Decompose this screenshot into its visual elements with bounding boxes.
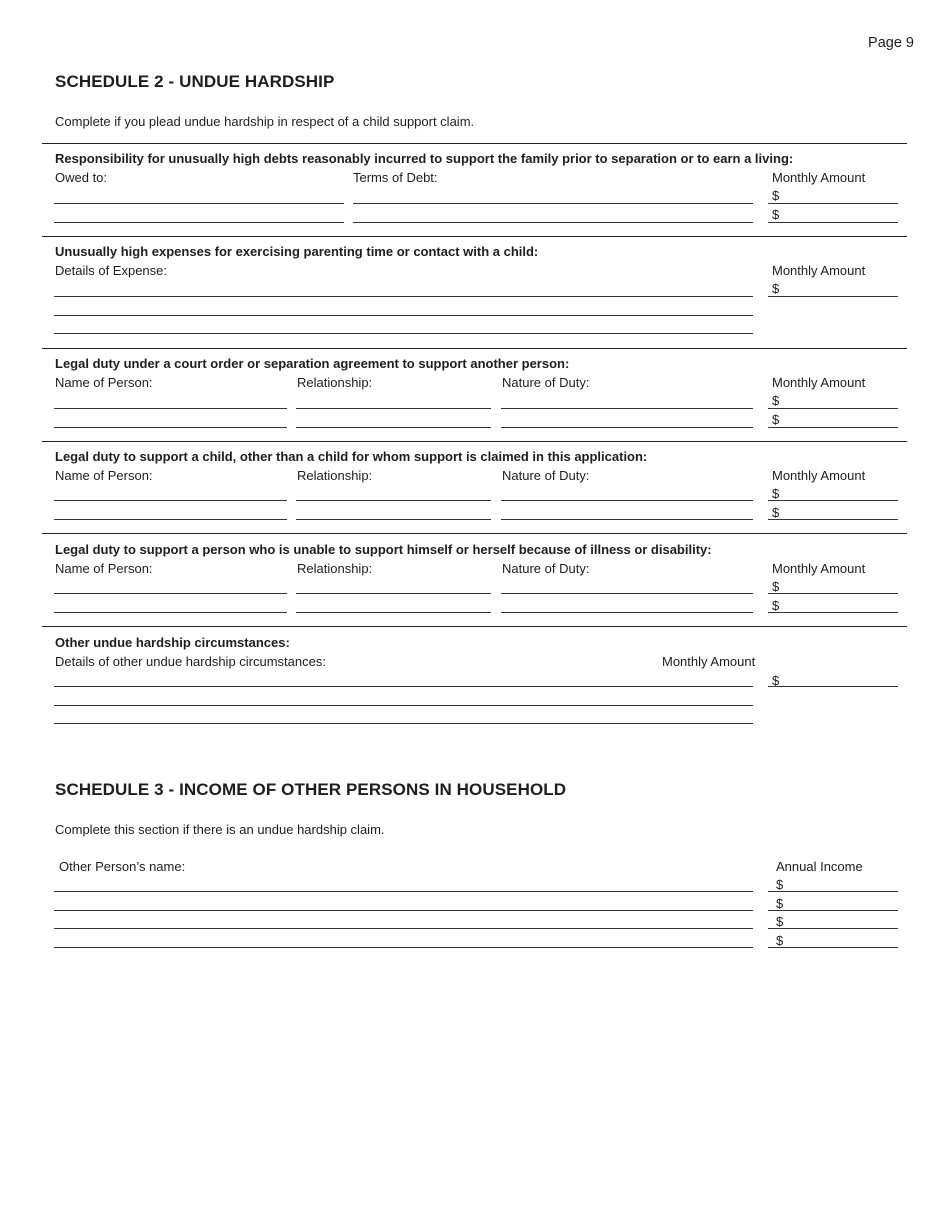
schedule3-title: SCHEDULE 3 - INCOME OF OTHER PERSONS IN HOUSEHOLD bbox=[55, 780, 567, 799]
terms-field-1[interactable] bbox=[353, 203, 753, 204]
monthly-amount-label: Monthly Amount bbox=[772, 468, 866, 483]
dollar-sign: $ bbox=[772, 281, 780, 296]
section-divider bbox=[42, 143, 907, 144]
monthly-amount-label: Monthly Amount bbox=[772, 561, 866, 576]
other-person-name-label: Other Person’s name: bbox=[59, 859, 186, 874]
other-details-field-2[interactable] bbox=[54, 705, 753, 706]
monthly-amount-field-2[interactable] bbox=[768, 612, 898, 613]
terms-field-2[interactable] bbox=[353, 222, 753, 223]
details-of-expense-label: Details of Expense: bbox=[55, 263, 168, 278]
name-field-2[interactable] bbox=[54, 519, 287, 520]
dollar-sign: $ bbox=[776, 933, 784, 948]
nature-field-1[interactable] bbox=[501, 408, 753, 409]
parenting-heading: Unusually high expenses for exercising parenting time or contact with a child: bbox=[55, 244, 539, 259]
monthly-amount-field-1[interactable] bbox=[768, 203, 898, 204]
relationship-field-2[interactable] bbox=[296, 519, 491, 520]
annual-income-field-3[interactable] bbox=[768, 928, 898, 929]
relationship-field-2[interactable] bbox=[296, 427, 491, 428]
page-number: Page 9 bbox=[868, 35, 914, 51]
dollar-sign: $ bbox=[772, 579, 780, 594]
owed-to-label: Owed to: bbox=[55, 170, 108, 185]
dollar-sign: $ bbox=[772, 393, 780, 408]
nature-of-duty-label: Nature of Duty: bbox=[502, 375, 590, 390]
owed-to-field-1[interactable] bbox=[54, 203, 344, 204]
other-details-field-3[interactable] bbox=[54, 723, 753, 724]
annual-income-field-1[interactable] bbox=[768, 891, 898, 892]
dollar-sign: $ bbox=[772, 486, 780, 501]
other-person-name-field-1[interactable] bbox=[54, 891, 753, 892]
monthly-amount-label: Monthly Amount bbox=[772, 263, 866, 278]
monthly-amount-field-1[interactable] bbox=[768, 593, 898, 594]
annual-income-field-2[interactable] bbox=[768, 910, 898, 911]
relationship-field-1[interactable] bbox=[296, 593, 491, 594]
monthly-amount-field-2[interactable] bbox=[768, 519, 898, 520]
expense-details-field-1[interactable] bbox=[54, 296, 753, 297]
other-circumstances-heading: Other undue hardship circumstances: bbox=[55, 635, 290, 650]
relationship-field-1[interactable] bbox=[296, 408, 491, 409]
monthly-amount-field-2[interactable] bbox=[768, 222, 898, 223]
name-field-1[interactable] bbox=[54, 500, 287, 501]
terms-of-debt-label: Terms of Debt: bbox=[353, 170, 438, 185]
name-field-2[interactable] bbox=[54, 427, 287, 428]
dollar-sign: $ bbox=[772, 598, 780, 613]
expense-details-field-2[interactable] bbox=[54, 315, 753, 316]
schedule2-title: SCHEDULE 2 - UNDUE HARDSHIP bbox=[55, 72, 335, 91]
relationship-label: Relationship: bbox=[297, 468, 373, 483]
owed-to-field-2[interactable] bbox=[54, 222, 344, 223]
monthly-amount-field-1[interactable] bbox=[768, 500, 898, 501]
section-divider bbox=[42, 626, 907, 627]
relationship-field-2[interactable] bbox=[296, 612, 491, 613]
dollar-sign: $ bbox=[772, 505, 780, 520]
other-details-label: Details of other undue hardship circumstances: bbox=[55, 654, 326, 669]
other-person-name-field-2[interactable] bbox=[54, 910, 753, 911]
dollar-sign: $ bbox=[772, 412, 780, 427]
dollar-sign: $ bbox=[776, 914, 784, 929]
nature-field-2[interactable] bbox=[501, 519, 753, 520]
dollar-sign: $ bbox=[776, 896, 784, 911]
nature-field-2[interactable] bbox=[501, 612, 753, 613]
monthly-amount-field-2[interactable] bbox=[768, 427, 898, 428]
expense-details-field-3[interactable] bbox=[54, 333, 753, 334]
nature-field-1[interactable] bbox=[501, 500, 753, 501]
court-order-heading: Legal duty under a court order or separation agreement to support another person: bbox=[55, 356, 570, 371]
other-person-name-field-3[interactable] bbox=[54, 928, 753, 929]
name-of-person-label: Name of Person: bbox=[55, 468, 153, 483]
other-person-name-field-4[interactable] bbox=[54, 947, 753, 948]
relationship-field-1[interactable] bbox=[296, 500, 491, 501]
name-of-person-label: Name of Person: bbox=[55, 561, 153, 576]
illness-heading: Legal duty to support a person who is unable to support himself or herself because of illness or disability: bbox=[55, 542, 712, 557]
section-divider bbox=[42, 441, 907, 442]
section-divider bbox=[42, 236, 907, 237]
nature-of-duty-label: Nature of Duty: bbox=[502, 468, 590, 483]
annual-income-label: Annual Income bbox=[776, 859, 863, 874]
monthly-amount-label: Monthly Amount bbox=[662, 654, 756, 669]
monthly-amount-field-1[interactable] bbox=[768, 408, 898, 409]
dollar-sign: $ bbox=[772, 188, 780, 203]
dollar-sign: $ bbox=[772, 673, 780, 688]
debts-heading: Responsibility for unusually high debts reasonably incurred to support the family prior to separation or to earn a living: bbox=[55, 151, 794, 166]
schedule2-intro: Complete if you plead undue hardship in respect of a child support claim. bbox=[55, 114, 475, 129]
name-of-person-label: Name of Person: bbox=[55, 375, 153, 390]
dollar-sign: $ bbox=[772, 207, 780, 222]
name-field-2[interactable] bbox=[54, 612, 287, 613]
section-divider bbox=[42, 533, 907, 534]
section-divider bbox=[42, 348, 907, 349]
schedule3-intro: Complete this section if there is an undue hardship claim. bbox=[55, 822, 385, 837]
nature-field-2[interactable] bbox=[501, 427, 753, 428]
nature-field-1[interactable] bbox=[501, 593, 753, 594]
relationship-label: Relationship: bbox=[297, 561, 373, 576]
name-field-1[interactable] bbox=[54, 408, 287, 409]
nature-of-duty-label: Nature of Duty: bbox=[502, 561, 590, 576]
name-field-1[interactable] bbox=[54, 593, 287, 594]
monthly-amount-field[interactable] bbox=[768, 296, 898, 297]
other-details-field-1[interactable] bbox=[54, 686, 753, 687]
monthly-amount-field[interactable] bbox=[768, 686, 898, 687]
other-child-heading: Legal duty to support a child, other than a child for whom support is claimed in this application: bbox=[55, 449, 648, 464]
relationship-label: Relationship: bbox=[297, 375, 373, 390]
monthly-amount-label: Monthly Amount bbox=[772, 375, 866, 390]
dollar-sign: $ bbox=[776, 877, 784, 892]
annual-income-field-4[interactable] bbox=[768, 947, 898, 948]
monthly-amount-label: Monthly Amount bbox=[772, 170, 866, 185]
